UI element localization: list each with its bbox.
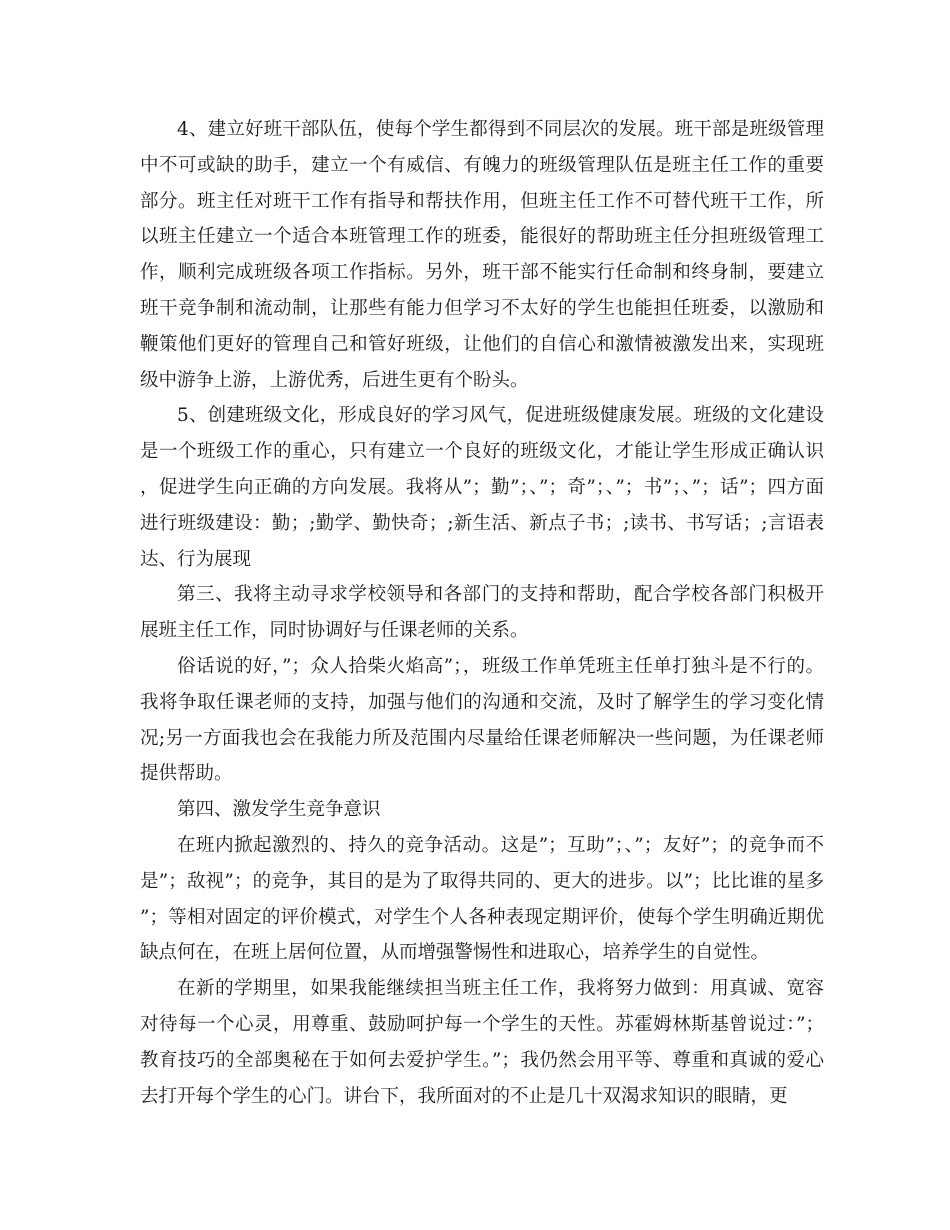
paragraph-new-semester: 在新的学期里，如果我能继续担当班主任工作，我将努力做到：用真诚、宽容对待每一个心灵，用尊重、鼓励呵护每一个学生的天性。苏霍姆林斯基曾说过：”；教育技巧的全部奥秘在于如何去爱护学生。”；我仍然会用平等、尊重和真诚的爱心去打开每个学生的心门。讲台下，我所面对的不止是几十双渴求知识的眼睛，更 xyxy=(140,978,824,1107)
paragraph-section-four-heading: 第四、激发学生竞争意识 xyxy=(177,799,381,821)
paragraph-class-cadre-team: 4、建立好班干部队伍，使每个学生都得到不同层次的发展。班干部是班级管理中不可或缺的助手，建立一个有威信、有魄力的班级管理队伍是班主任工作的重要部分。班主任对班干工作有指导和帮扶作用，但班主任工作不可替代班干工作，所以班主任建立一个适合本班管理工作的班委，能很好的帮助班主任分担班级管理工作，顺利完成班级各项工作指标。另外，班干部不能实行任命制和终身制，要建立班干竞争制和流动制，让那些有能力但学习不太好的学生也能担任班委，以激励和鞭策他们更好的管理自己和管好班级，让他们的自信心和激情被激发出来，实现班级中游争上游，上游优秀，后进生更有个盼头。 xyxy=(140,119,824,391)
paragraph-section-three: 第三、我将主动寻求学校领导和各部门的支持和帮助，配合学校各部门积极开展班主任工作，同时协调好与任课老师的关系。 xyxy=(140,584,824,642)
document-body xyxy=(140,112,824,1114)
paragraph-class-culture: 5、创建班级文化，形成良好的学习风气，促进班级健康发展。班级的文化建设是一个班级工作的重心，只有建立一个良好的班级文化，才能让学生形成正确认识，促进学生向正确的方向发展。我将从”；勤”；、”；奇”；、”；书”；、”；话”；四方面进行班级建设：勤；;勤学、勤快奇；;新生活、新点子书；;读书、书写话；;言语表达、行为展现 xyxy=(140,405,824,570)
paragraph-teacher-cooperation: 俗话说的好，”；众人拾柴火焰高”；，班级工作单凭班主任单打独斗是不行的。我将争取任课老师的支持，加强与他们的沟通和交流，及时了解学生的学习变化情况;另一方面我也会在我能力所及范围内尽量给任课老师解决一些问题，为任课老师提供帮助。 xyxy=(140,655,824,785)
paragraph-competition: 在班内掀起激烈的、持久的竞争活动。这是”；互助”；、”；友好”；的竞争而不是”；敌视”；的竞争，其目的是为了取得共同的、更大的进步。以”；比比谁的星多”；等相对固定的评价模式，对学生个人各种表现定期评价，使每个学生明确近期优缺点何在，在班上居何位置，从而增强警惕性和进取心，培养学生的自觉性。 xyxy=(140,834,824,964)
